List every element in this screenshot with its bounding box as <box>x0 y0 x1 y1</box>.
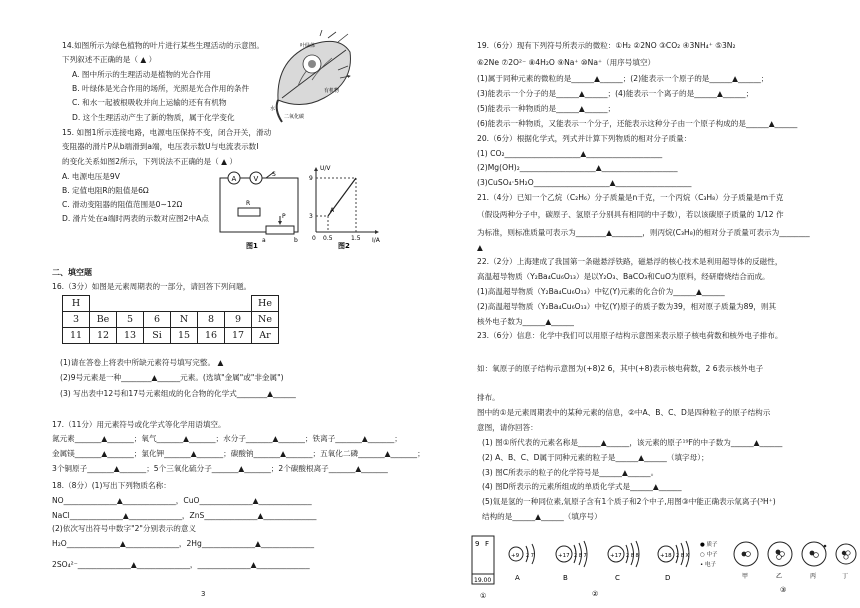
q23-part-2: (2) A、B、C、D属于同种元素的粒子是______▲______（填字母）； <box>482 453 709 462</box>
q23-line-3: 图中的①是元素周期表中的某种元素的信息，②中A、B、C、D是四种粒子的原子结构示 <box>477 408 771 417</box>
q22-line-1: 高温超导物质（Y₂Ba₄Cu₆O₁₃）是以Y₂O₃、BaCO₃和CuO为原料，经研磨烧结合而成。 <box>477 272 770 281</box>
q16-part-2: (2)9号元素是一种________▲______元素。(选填"金属"或"非金属") <box>60 373 284 382</box>
q18-line-4: 2SO₄²⁻______________▲______________，______________▲______________ <box>52 560 310 569</box>
legend-proton: ● 质子 <box>700 542 718 548</box>
q18-line-3: H₂O______________▲______________，2Hg______________▲______________ <box>52 539 314 548</box>
q20-stem: 20.（6分）根据化学式，列式并计算下列物质的相对分子质量： <box>477 134 692 143</box>
atom-a-shells: 2 7 <box>526 553 534 559</box>
q20-line-1: (1) CO₂____________________▲____________________ <box>477 149 663 158</box>
q23-line-2: 排布。 <box>477 393 500 402</box>
table-cell: 9 <box>225 312 252 328</box>
q23-part-5-cont: 结构的是______▲______（填序号） <box>482 512 602 521</box>
table-cell: 5 <box>117 312 144 328</box>
atom-d-shells: 2 8 X <box>676 553 689 559</box>
end-b-label: b <box>294 237 298 244</box>
table-cell: Ne <box>252 312 279 328</box>
q18-line-2: NaCl______________▲______________，ZnS______________▲______________ <box>52 511 317 520</box>
figure-3-label: ③ <box>780 586 787 594</box>
legend-electron: • 电子 <box>700 562 716 568</box>
q19-stem-2: ⑥2Ne ⑦2O²⁻ ⑧4H₂O ⑨Na⁺ ⑩Na⁺（用序号填空） <box>477 58 656 67</box>
voltmeter-label: V <box>253 175 259 183</box>
table-cell: 17 <box>225 328 252 344</box>
q16-stem: 16.（3分）如图是元素周期表的一部分，请回答下列问题。 <box>52 282 252 291</box>
q18-line-1: NO______________▲______________，CuO______________▲______________ <box>52 496 312 505</box>
table-cell: 3 <box>63 312 90 328</box>
q18-stem: 18.（8分）(1)写出下列物质名称： <box>52 481 171 490</box>
table-cell: 13 <box>117 328 144 344</box>
atom-b-nucleus: +17 <box>558 553 570 559</box>
atom-c-nucleus: +17 <box>610 553 622 559</box>
atom-d-nucleus: +18 <box>660 553 672 559</box>
q18-subquestion: (2)依次写出符号中数字"2"分别表示的意义 <box>52 524 197 533</box>
q23-part-3: (3) 图C所表示的粒子的化学符号是______▲______。 <box>482 468 659 477</box>
periodic-table-excerpt <box>62 295 279 344</box>
q19-line-1: (1)属于同种元素的微粒的是______▲______；(2)能表示一个原子的是______▲______； <box>477 74 769 83</box>
q21-line-1: （假设两种分子中，碳原子、氢原子分别具有相同的中子数），若以该碳原子质量的 1/12 作 <box>477 210 784 219</box>
q23-line-4: 意图，请你回答： <box>477 423 538 432</box>
periodic-row-3 <box>63 328 279 344</box>
q21-line-2: 为标准，则标准质量可表示为________▲________，则丙烷(C₃H₈)的相对分子质量可表示为________ <box>477 228 810 237</box>
q17-stem: 17.（11分）用元素符号或化学式等化学用语填空。 <box>52 420 226 429</box>
q22-line-3: (2)高温超导物质（Y₂Ba₄Cu₆O₁₃）中钇(Y)原子的质子数为39，相对原子质量为89，则其 <box>477 302 777 311</box>
table-cell: 15 <box>171 328 198 344</box>
q20-line-2: (2)Mg(OH)₂____________________▲____________________ <box>477 163 678 172</box>
leaf-photosynthesis-figure <box>268 30 360 126</box>
graph-y-tick-3: 3 <box>309 213 313 220</box>
q14-option-b: B. 叶绿体是光合作用的场所，光照是光合作用的条件 <box>72 84 250 93</box>
q23-line-1: 如：氧原子的原子结构示意图为(+8)2 6，其中(+8)表示核电荷数，2 6表示核外电子 <box>477 364 764 373</box>
q23-part-1: (1) 图①所代表的元素名称是______▲______，该元素的原子¹⁹F的中子数为______▲______ <box>482 438 783 447</box>
graph-y-label: U/V <box>320 165 331 172</box>
section-fill-in-heading: 二、填空题 <box>52 268 92 277</box>
option-bing-label: 丙 <box>810 573 817 580</box>
table-cell: N <box>171 312 198 328</box>
leaf-label-chloroplast: 叶绿体 <box>300 43 316 49</box>
table-cell: 11 <box>63 328 90 344</box>
q14-option-d: D. 这个生理活动产生了新的物质，属于化学变化 <box>72 113 235 122</box>
u-i-graph-figure-2 <box>304 164 384 250</box>
periodic-row-1 <box>63 296 279 312</box>
atom-a-nucleus: +9 <box>511 553 520 559</box>
q19-line-4: (6)能表示一种物质，又能表示一个分子，还能表示这种分子由一个原子构成的是______▲______ <box>477 119 798 128</box>
atom-c-shells: 2 8 8 <box>626 553 639 559</box>
q19-line-2: (3)能表示一个分子的是______▲______；(4)能表示一个离子的是______▲______； <box>477 89 754 98</box>
figure-1-label: ① <box>480 592 487 600</box>
option-jia-label: 甲 <box>742 573 749 580</box>
periodic-row-2 <box>63 312 279 328</box>
table-cell: 16 <box>198 328 225 344</box>
table-cell: H <box>63 296 90 312</box>
option-yi-label: 乙 <box>776 573 783 580</box>
table-cell: Be <box>90 312 117 328</box>
q23-part-4: (4) 图D所表示的元素所组成的单质化学式是______▲______ <box>482 482 682 491</box>
q22-stem: 22.（2分）上海建成了我国第一条磁悬浮铁路，磁悬浮的核心技术是利用超导体的反磁性， <box>477 257 783 266</box>
table-cell: 8 <box>198 312 225 328</box>
option-ding-label: 丁 <box>842 573 849 580</box>
atom-c-label: C <box>615 574 620 582</box>
q14-stem-2: 下列叙述不正确的是（ ▲ ） <box>62 55 157 64</box>
q17-line-2: 金属镁_______▲_______；氯化钾_______▲_______；碳酸钠_______▲_______；五氧化二磷_______▲_______； <box>52 449 425 458</box>
atom-b-label: B <box>563 574 568 582</box>
figure-2-label: ② <box>592 590 599 598</box>
element-mass: 19.00 <box>474 577 492 584</box>
q14-option-c: C. 和水一起被根吸收并向上运输的还有有机物 <box>72 98 227 107</box>
q23-stem: 23.（6分）信息：化学中我们可以用原子结构示意图来表示原子核电荷数和核外电子排布。 <box>477 331 783 340</box>
atom-b-shells: 2 8 7 <box>574 553 587 559</box>
q15-option-c: C. 滑动变阻器的阻值范围是0~12Ω <box>62 200 183 209</box>
graph-y-tick-9: 9 <box>309 175 313 182</box>
end-a-label: a <box>262 237 266 244</box>
leaf-label-water: 水 <box>270 106 276 112</box>
q22-line-2: (1)高温超导物质（Y₂Ba₄Cu₆O₁₃）中钇(Y)元素的化合价为______▲______ <box>477 287 725 296</box>
q20-line-3: (3)CuSO₄·5H₂O____________________▲____________________ <box>477 178 692 187</box>
table-cell: He <box>252 296 279 312</box>
leaf-label-co2: 二氧化碳 <box>284 114 305 120</box>
atomic-structure-figures <box>468 532 858 602</box>
element-number: 9 <box>475 540 480 548</box>
q16-part-1: (1)请在答卷上将表中所缺元素符号填写完整。 ▲ <box>60 358 224 367</box>
table-cell: Ar <box>252 328 279 344</box>
right-page <box>448 0 860 608</box>
q19-stem: 19.（6分）现有下列符号所表示的微粒：①H₂ ②2NO ③CO₂ ④3NH₄⁺ ⑤3N₂ <box>477 41 736 50</box>
q15-stem-2: 变阻器的滑片P从b端滑到a端，电压表示数U与电流表示数I <box>62 142 259 151</box>
q19-line-3: (5)能表示一种物质的是______▲______； <box>477 104 616 113</box>
figure-1-caption: 图1 <box>246 242 258 250</box>
q14-option-a: A. 图中所示的生理活动是植物的光合作用 <box>72 70 211 79</box>
q15-option-b: B. 定值电阻R的阻值是6Ω <box>62 186 149 195</box>
graph-point-a: A <box>330 207 335 214</box>
graph-x-tick-0: 0 <box>312 235 316 242</box>
table-cell: 12 <box>90 328 117 344</box>
graph-x-tick-1.5: 1.5 <box>351 235 361 242</box>
leaf-label-organic: 有机物 <box>324 88 340 94</box>
q17-line-3: 3个铜原子_______▲_______；5个三氧化硫分子_______▲_______；2个碳酸根离子_______▲_______ <box>52 464 388 473</box>
resistor-label: R <box>246 200 251 207</box>
slider-label: P <box>282 213 286 220</box>
q16-part-3: (3) 写出表中12号和17号元素组成的化合物的化学式________▲______ <box>60 389 296 398</box>
figure-2-caption: 图2 <box>338 242 350 250</box>
switch-label: S <box>272 171 276 178</box>
q23-part-5: (5)氚是氢的一种同位素,氚原子含有1个质子和2个中子,用图③中能正确表示氚离子(³H⁺) <box>482 497 776 506</box>
atom-d-label: D <box>665 574 671 582</box>
circuit-diagram-figure-1 <box>216 168 304 250</box>
graph-x-tick-0.5: 0.5 <box>323 235 333 242</box>
table-cell: Si <box>144 328 171 344</box>
q15-stem-3: 的变化关系如图2所示，下列说法不正确的是（ ▲ ） <box>62 157 237 166</box>
q15-option-a: A. 电源电压是9V <box>62 172 120 181</box>
atom-a-label: A <box>515 574 520 582</box>
q22-line-4: 核外电子数为______▲______ <box>477 317 574 326</box>
q21-stem: 21.（4分）已知一个乙烷（C₂H₆）分子质量是n千克，一个丙烷（C₃H₈）分子质量是m千克 <box>477 193 784 202</box>
table-cell: 6 <box>144 312 171 328</box>
page-number: 3 <box>201 590 206 598</box>
ammeter-label: A <box>231 175 237 183</box>
q15-option-d: D. 滑片处在a端时两表的示数对应图2中A点 <box>62 214 209 223</box>
q21-line-3: ▲ <box>477 243 483 252</box>
legend-neutron: ○ 中子 <box>700 552 718 558</box>
q17-line-1: 氮元素_______▲_______；氧气_______▲_______；水分子_______▲_______；铁离子_______▲_______； <box>52 434 402 443</box>
element-symbol: F <box>485 540 490 548</box>
q14-stem-1: 14.如图所示为绿色植物的叶片进行某些生理活动的示意图。 <box>62 41 264 50</box>
q15-stem-1: 15. 如图1所示连接电路，电源电压保持不变，闭合开关，滑动 <box>62 128 272 137</box>
graph-x-label: I/A <box>372 237 380 244</box>
